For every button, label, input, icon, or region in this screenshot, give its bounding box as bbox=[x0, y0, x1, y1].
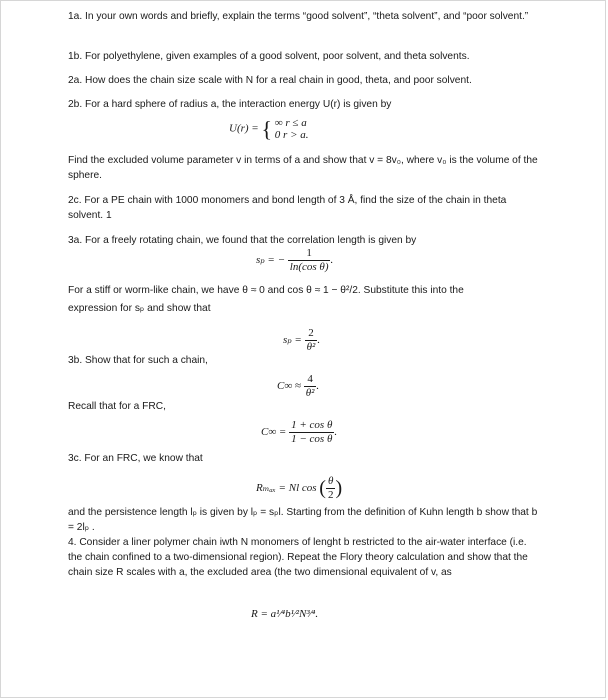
fraction bbox=[289, 419, 334, 446]
equation-lhs: C∞ = bbox=[261, 426, 287, 439]
equation-lhs: U(r) = bbox=[229, 122, 259, 135]
equation-sp-stiff bbox=[283, 327, 320, 354]
paren-close: ) bbox=[335, 477, 343, 499]
stiff-chain-text-2: expression for sₚ and show that bbox=[68, 303, 211, 314]
fraction bbox=[305, 327, 321, 354]
persistence-length-text: and the persistence length lₚ is given by lₚ = sₚl. Starting from the definition of Kuhn length b show that b = 2lₚ . bbox=[68, 507, 538, 533]
equation-case-1: ∞ r ≤ a bbox=[274, 117, 307, 129]
question-1b: 1b. For polyethylene, given examples of a good solvent, poor solvent, and theta solvents. bbox=[68, 51, 470, 62]
paren-open: ( bbox=[319, 477, 326, 499]
question-3a: 3a. For a freely rotating chain, we found that the correlation length is given by bbox=[68, 235, 417, 246]
denominator: 2 bbox=[327, 489, 334, 501]
question-3b: 3b. Show that for such a chain, bbox=[68, 355, 208, 366]
denominator: θ² bbox=[305, 387, 315, 399]
equation-tail: . bbox=[334, 426, 338, 439]
question-1a: 1a. In your own words and briefly, explain the terms “good solvent”, “theta solvent”, and “poor solvent.” bbox=[68, 11, 529, 22]
numerator: 4 bbox=[304, 373, 317, 387]
equation-c-infinity-stiff bbox=[277, 373, 319, 400]
equation-case-2: 0 r > a. bbox=[274, 129, 309, 141]
denominator: ln(cos θ) bbox=[289, 261, 329, 273]
equation-chain-size: R = a¹⁄⁴b¹⁄²N³⁄⁴. bbox=[251, 608, 319, 620]
fraction bbox=[304, 373, 320, 400]
numerator: 2 bbox=[305, 327, 318, 341]
equation-rmax bbox=[256, 475, 342, 502]
numerator: 1 + cos θ bbox=[291, 419, 333, 431]
numerator: θ bbox=[326, 475, 336, 489]
denominator: θ² bbox=[306, 341, 316, 353]
fraction bbox=[288, 247, 334, 274]
question-2c: 2c. For a PE chain with 1000 monomers and bond length of 3 Å, find the size of the chain in theta solvent. 1 bbox=[68, 195, 507, 221]
brace-symbol: { bbox=[261, 116, 273, 142]
recall-frc-text: Recall that for a FRC, bbox=[68, 401, 166, 412]
equation-tail: . bbox=[317, 334, 321, 347]
equation-lhs: sₚ = − bbox=[256, 254, 286, 267]
stiff-chain-text: For a stiff or worm-like chain, we have θ ≈ 0 and cos θ ≈ 1 − θ²/2. Substitute this into the bbox=[68, 285, 464, 296]
equation-c-infinity-frc bbox=[261, 419, 337, 446]
question-4: 4. Consider a liner polymer chain iwth N monomers of lenght b restricted to the air-water interface (i.e. the chain confined to a two-dimensional region). Repeat the Flory theory calculation and show that the chain size R scales with a, the excluded area (the two dimensional equivalent of v, as bbox=[68, 537, 528, 578]
equation-lhs: Rₘₐₓ = Nl cos bbox=[256, 482, 317, 495]
equation-lhs: C∞ ≈ bbox=[277, 380, 301, 393]
question-3c: 3c. For an FRC, we know that bbox=[68, 453, 203, 464]
equation-tail: . bbox=[316, 380, 320, 393]
denominator: 1 − cos θ bbox=[291, 433, 333, 445]
equation-tail: . bbox=[330, 254, 334, 267]
excluded-volume-text: Find the excluded volume parameter v in terms of a and show that v = 8v₀, where v₀ is the volume of the sphere. bbox=[68, 155, 538, 181]
equation-interaction-energy bbox=[229, 117, 309, 141]
equation-lhs: sₚ = bbox=[283, 334, 302, 347]
numerator: 1 bbox=[288, 247, 331, 261]
equation-correlation-length bbox=[256, 247, 333, 274]
question-2a: 2a. How does the chain size scale with N for a real chain in good, theta, and poor solvent. bbox=[68, 75, 472, 86]
question-2b: 2b. For a hard sphere of radius a, the interaction energy U(r) is given by bbox=[68, 99, 392, 110]
